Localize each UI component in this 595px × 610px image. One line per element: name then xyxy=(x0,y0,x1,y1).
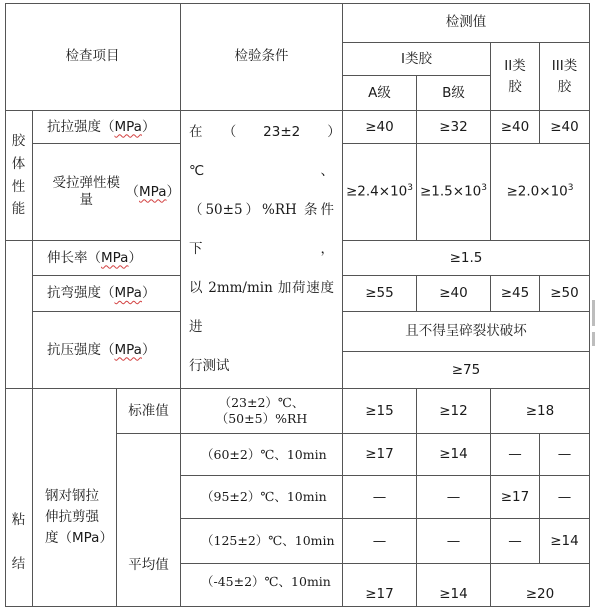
modulus-b: $\ge 1.5\times 10^3$ xyxy=(417,144,491,241)
cond-standard: （23±2）℃、（50±5）%RH xyxy=(181,389,343,434)
tensile-c3: ≥40 xyxy=(540,111,590,144)
row-label-tensile-strength: 抗拉强度 （ MPa ） xyxy=(33,111,181,144)
row-label-flexural-strength: 抗弯强度 （ MPa ） xyxy=(33,276,181,312)
header-class3: III类胶 xyxy=(540,43,590,111)
flexural-c2: ≥45 xyxy=(491,276,540,312)
group-body-properties-cont xyxy=(5,241,33,389)
elongation-all: ≥1.5 xyxy=(343,241,590,276)
label-average-value: 平均值 xyxy=(117,434,181,607)
modulus-a: $\ge 2.4\times 10^3$ xyxy=(343,144,417,241)
header-grade-b: B级 xyxy=(417,76,491,111)
t125-c3: ≥14 xyxy=(540,519,590,564)
t125-c2: — xyxy=(491,519,540,564)
t95-a: — xyxy=(343,476,417,519)
tm45-b: ≥14 xyxy=(417,564,491,607)
header-item: 检查项目 xyxy=(5,3,181,111)
standard-b: ≥12 xyxy=(417,389,491,434)
flexural-c3: ≥50 xyxy=(540,276,590,312)
cond-60: （60±2）℃、10min xyxy=(181,434,343,476)
row-label-elongation: 伸长率 （ MPa ） xyxy=(33,241,181,276)
standard-a: ≥15 xyxy=(343,389,417,434)
t95-b: — xyxy=(417,476,491,519)
t60-a: ≥17 xyxy=(343,434,417,476)
cond-95: （95±2）℃、10min xyxy=(181,476,343,519)
group-bonding: 粘 结 xyxy=(5,389,33,607)
group-body-properties: 胶 体 性 能 xyxy=(5,111,33,241)
t60-c3: — xyxy=(540,434,590,476)
flexural-b: ≥40 xyxy=(417,276,491,312)
header-condition: 检验条件 xyxy=(181,3,343,111)
test-condition-text: 在 （ 23±2 ） ℃ 、 （50±5）%RH 条件下， 以 2mm/min 加荷速度进 行测试 xyxy=(181,111,343,389)
header-grade-a: A级 xyxy=(343,76,417,111)
cond-125: （125±2）℃、10min xyxy=(181,519,343,564)
t60-b: ≥14 xyxy=(417,434,491,476)
tensile-a: ≥40 xyxy=(343,111,417,144)
tensile-c2: ≥40 xyxy=(491,111,540,144)
tm45-a: ≥17 xyxy=(343,564,417,607)
tm45-c23: ≥20 xyxy=(491,564,590,607)
row-label-compressive-strength: 抗压强度 （ MPa ） xyxy=(33,312,181,389)
t95-c2: ≥17 xyxy=(491,476,540,519)
t95-c3: — xyxy=(540,476,590,519)
t60-c2: — xyxy=(491,434,540,476)
flexural-a: ≥55 xyxy=(343,276,417,312)
label-standard-value: 标准值 xyxy=(117,389,181,434)
header-class1: I类胶 xyxy=(343,43,491,76)
tensile-b: ≥32 xyxy=(417,111,491,144)
cond-minus45: （-45±2）℃、10min xyxy=(181,564,343,607)
modulus-c23: $\ge 2.0\times 10^3$ xyxy=(491,144,590,241)
header-result: 检测值 xyxy=(343,3,590,43)
standard-c23: ≥18 xyxy=(491,389,590,434)
flexural-note: 且不得呈碎裂状破坏 xyxy=(343,312,590,352)
header-class2: II类胶 xyxy=(491,43,540,111)
t125-a: — xyxy=(343,519,417,564)
row-label-tensile-modulus: 受拉弹性模量 （ MPa ） xyxy=(33,144,181,241)
row-label-shear-strength: 钢对钢拉 伸抗剪强 度（MPa） xyxy=(33,389,117,607)
compressive-all: ≥75 xyxy=(343,352,590,389)
t125-b: — xyxy=(417,519,491,564)
